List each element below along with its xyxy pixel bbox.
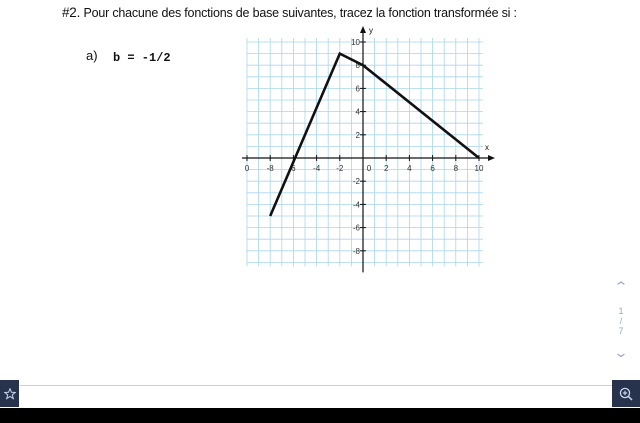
y-tick-label: -2 — [352, 177, 360, 187]
y-tick-label: 2 — [355, 130, 360, 140]
current-page: 1 — [618, 306, 624, 316]
instruction-heading — [62, 5, 517, 20]
x-tick-label: 2 — [383, 164, 389, 173]
y-tick-label: -8 — [352, 246, 360, 256]
function-graph — [240, 26, 500, 276]
y-tick-label: -6 — [352, 223, 360, 233]
x-tick-label: 6 — [291, 164, 296, 173]
y-tick-label: 8 — [355, 61, 360, 71]
x-axis-label: x — [485, 143, 489, 152]
page-separator: / — [619, 316, 623, 326]
x-tick-label: -2 — [336, 164, 344, 173]
y-tick-label: 4 — [355, 107, 360, 117]
star-button[interactable] — [0, 380, 19, 407]
y-tick-label: 6 — [355, 84, 360, 94]
x-axis-arrow — [488, 155, 495, 161]
total-pages: 7 — [618, 326, 624, 336]
chevron-down-icon[interactable]: ⌄ — [613, 345, 629, 360]
zoom-in-icon — [619, 387, 633, 401]
page-navigator — [610, 280, 632, 360]
exercise-label: a) — [86, 48, 98, 63]
x-tick-label: -4 — [313, 164, 321, 173]
exercise-equation: b = -1/2 — [113, 51, 171, 65]
x-tick-label: 10 — [474, 164, 484, 173]
y-axis-label: y — [369, 26, 373, 35]
x-tick-label: 8 — [453, 164, 459, 173]
x-tick-label: 4 — [407, 164, 412, 173]
x-tick-label: 0 — [244, 164, 250, 173]
exercise-number: #2. — [62, 5, 81, 20]
x-tick-label: 6 — [430, 164, 435, 173]
toolbar-divider — [20, 385, 618, 386]
star-icon — [4, 388, 16, 400]
screen-bottom-edge — [0, 408, 640, 423]
y-tick-label: 10 — [351, 38, 360, 47]
zoom-in-button[interactable] — [612, 380, 640, 407]
x-tick-label: -8 — [266, 164, 274, 173]
instruction-text: Pour chacune des fonctions de base suivantes, tracez la fonction transformée si : — [83, 6, 517, 20]
x-tick-label: 0 — [366, 164, 372, 173]
chevron-up-icon[interactable]: ⌃ — [613, 279, 629, 294]
bottom-toolbar — [0, 379, 640, 409]
y-tick-label: -4 — [352, 200, 360, 210]
y-axis-arrow — [360, 26, 366, 33]
